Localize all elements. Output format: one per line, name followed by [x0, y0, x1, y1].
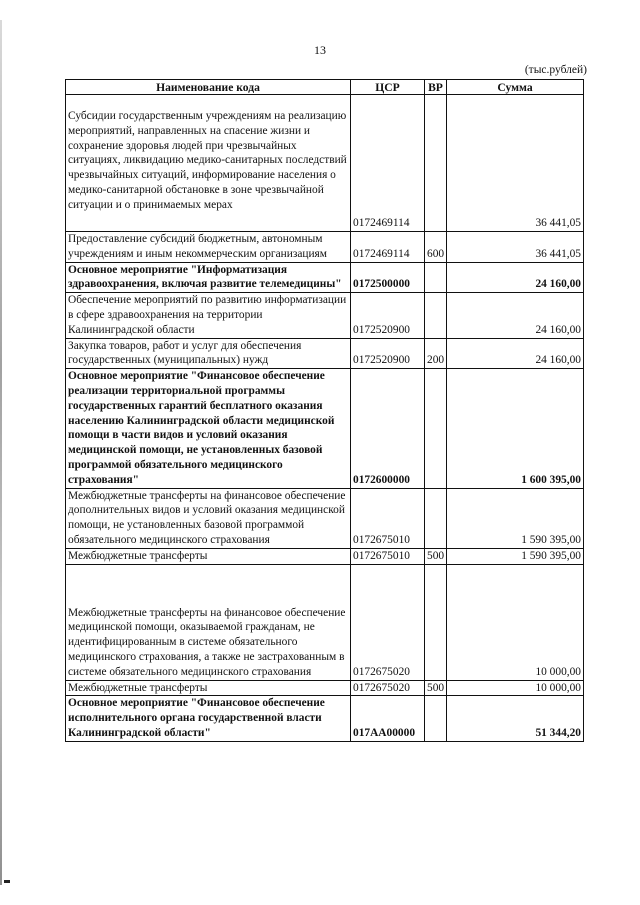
- table-row: [66, 488, 584, 548]
- row-sum: 36 441,05: [447, 232, 584, 263]
- table-row: [66, 680, 584, 696]
- row-name: Межбюджетные трансферты: [66, 680, 351, 696]
- row-name: Основное мероприятие "Информатизация здравоохранения, включая развитие телемедицины": [66, 262, 351, 293]
- table-row: [66, 262, 584, 293]
- row-csr: 0172675020: [351, 680, 425, 696]
- budget-table: [65, 79, 584, 742]
- row-csr: 017АА00000: [351, 696, 425, 741]
- row-vr: [425, 564, 447, 680]
- header-name: Наименование кода: [66, 80, 351, 95]
- page-number: 13: [314, 43, 326, 57]
- row-csr: 0172675010: [351, 548, 425, 564]
- row-name: Межбюджетные трансферты на финансовое обеспечение дополнительных видов и условий оказания медицинской помощи, не установленных базовой программой обязательного медицинского страхования: [66, 488, 351, 548]
- table-row: [66, 232, 584, 263]
- row-vr: [425, 696, 447, 741]
- row-csr: 0172600000: [351, 369, 425, 488]
- table-row: [66, 369, 584, 488]
- row-csr: 0172500000: [351, 262, 425, 293]
- row-sum: 10 000,00: [447, 680, 584, 696]
- row-csr: 0172675010: [351, 488, 425, 548]
- row-csr: 0172520900: [351, 293, 425, 338]
- header-sum: Сумма: [447, 80, 584, 95]
- row-sum: 51 344,20: [447, 696, 584, 741]
- row-name: Обеспечение мероприятий по развитию информатизации в сфере здравоохранения на территории Калининградской области: [66, 293, 351, 338]
- row-vr: [425, 293, 447, 338]
- row-name: Закупка товаров, работ и услуг для обеспечения государственных (муниципальных) нужд: [66, 338, 351, 369]
- row-name: Межбюджетные трансферты на финансовое обеспечение медицинской помощи, оказываемой гражданам, не идентифицированным в системе обязательного медицинского страхования, а также не застрахованным в системе обязательного медицинского страхования: [66, 564, 351, 680]
- row-sum: 24 160,00: [447, 293, 584, 338]
- row-vr: [425, 369, 447, 488]
- row-name: Основное мероприятие "Финансовое обеспечение реализации территориальной программы государственных гарантий бесплатного оказания населению Калининградской области медицинской помощи в части видов и условий оказания медицинской помощи, не установленных базовой программой обязательного медицинского страхования": [66, 369, 351, 488]
- row-vr: [425, 488, 447, 548]
- row-sum: 1 590 395,00: [447, 548, 584, 564]
- row-sum: 24 160,00: [447, 262, 584, 293]
- row-vr: 500: [425, 548, 447, 564]
- row-name: Субсидии государственным учреждениям на реализацию мероприятий, направленных на спасение жизни и сохранение здоровья людей при чрезвычайных ситуациях, ликвидацию медико-санитарных последствий чрезвычайных ситуаций, информирование населения о медико-санитарной обстановке в зоне чрезвычайной ситуации и о принимаемых мерах: [66, 95, 351, 232]
- row-sum: 10 000,00: [447, 564, 584, 680]
- header-csr: ЦСР: [351, 80, 425, 95]
- table-row: [66, 696, 584, 741]
- row-sum: 36 441,05: [447, 95, 584, 232]
- row-csr: 0172520900: [351, 338, 425, 369]
- row-csr: 0172675020: [351, 564, 425, 680]
- row-vr: 200: [425, 338, 447, 369]
- table-header-row: [66, 80, 584, 95]
- row-csr: 0172469114: [351, 232, 425, 263]
- row-vr: [425, 262, 447, 293]
- row-name: Межбюджетные трансферты: [66, 548, 351, 564]
- row-sum: 1 600 395,00: [447, 369, 584, 488]
- table-row: [66, 95, 584, 232]
- header-vr: ВР: [425, 80, 447, 95]
- row-csr: 0172469114: [351, 95, 425, 232]
- units-label: (тыс.рублей): [524, 64, 587, 76]
- table-row: [66, 564, 584, 680]
- row-name: Основное мероприятие "Финансовое обеспечение исполнительного органа государственной власти Калининградской области": [66, 696, 351, 741]
- row-name: Предоставление субсидий бюджетным, автономным учреждениям и иным некоммерческим организациям: [66, 232, 351, 263]
- table-row: [66, 548, 584, 564]
- row-vr: 500: [425, 680, 447, 696]
- table-row: [66, 338, 584, 369]
- row-vr: [425, 95, 447, 232]
- scan-mark: [4, 880, 10, 883]
- row-sum: 1 590 395,00: [447, 488, 584, 548]
- row-sum: 24 160,00: [447, 338, 584, 369]
- table-row: [66, 293, 584, 338]
- row-vr: 600: [425, 232, 447, 263]
- scan-edge-shadow: [0, 20, 2, 885]
